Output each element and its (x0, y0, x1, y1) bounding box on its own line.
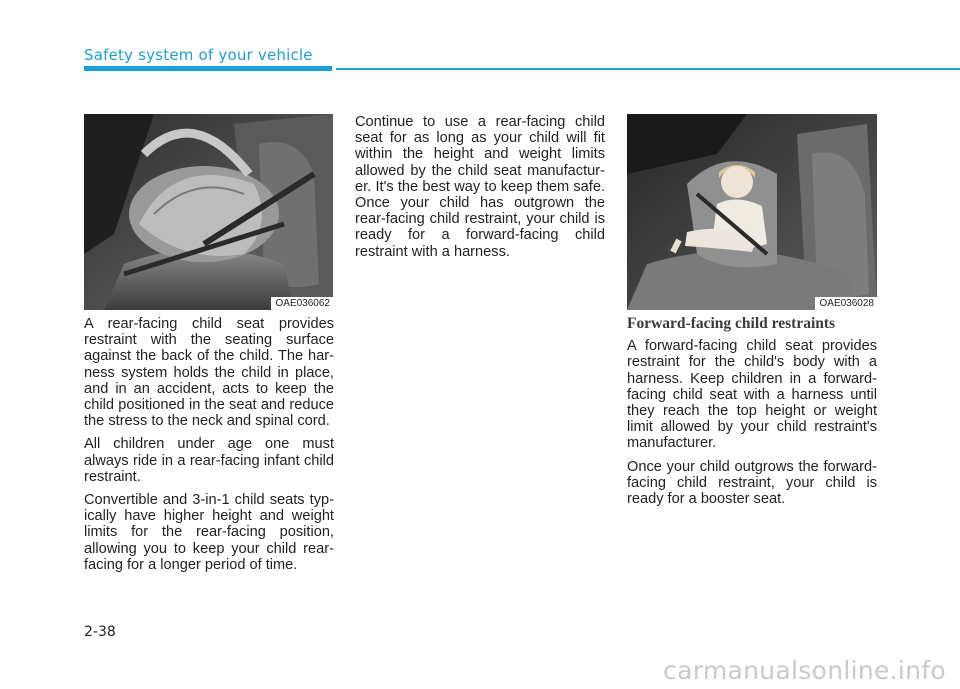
header-rule-thin (336, 68, 960, 70)
left-column (84, 316, 334, 580)
paragraph: All children under age one must always ride in a rear-facing infant child restraint. (84, 436, 334, 485)
paragraph: Once your child outgrows the forward-facing child restraint, your child is ready for a booster seat. (627, 458, 877, 508)
forward-facing-seat-drawing (627, 114, 877, 310)
forward-facing-seat-illustration (627, 114, 877, 310)
figure-code: OAE036028 (815, 297, 878, 310)
right-column (627, 316, 877, 514)
page-number: 2-38 (84, 624, 116, 640)
middle-column (355, 114, 605, 267)
watermark: carmanualsonline.info (663, 656, 946, 685)
paragraph: A forward-facing child seat provides restraint for the child's body with a harness. Keep children in a forward-facing child seat with a harness until they reach the top height or weight limit allowed by your child restraint's manufacturer. (627, 338, 877, 452)
rear-facing-seat-illustration (84, 114, 333, 310)
paragraph: Convertible and 3-in-1 child seats typ-ically have higher height and weight limits for the rear-facing position, allowing you to keep your child rear-facing for a longer period of time. (84, 492, 334, 573)
paragraph: Continue to use a rear-facing child seat for as long as your child will fit within the height and weight limits allowed by the child seat manufactur-er. It's the best way to keep them safe. Once your child has outgrown the rear-facing child restraint, your child is ready for a forward-facing child restraint with a harness. (355, 114, 605, 260)
figure-code: OAE036062 (271, 297, 334, 310)
header-rule-thick (84, 66, 332, 71)
paragraph: A rear-facing child seat provides restraint with the seating surface against the back of the child. The har-ness system holds the child in place, and in an accident, acts to keep the child positioned in the seat and reduce the stress to the neck and spinal cord. (84, 316, 334, 430)
rear-facing-seat-drawing (84, 114, 333, 310)
section-heading: Forward-facing child restraints (627, 315, 836, 332)
section-title: Safety system of your vehicle (84, 46, 313, 64)
